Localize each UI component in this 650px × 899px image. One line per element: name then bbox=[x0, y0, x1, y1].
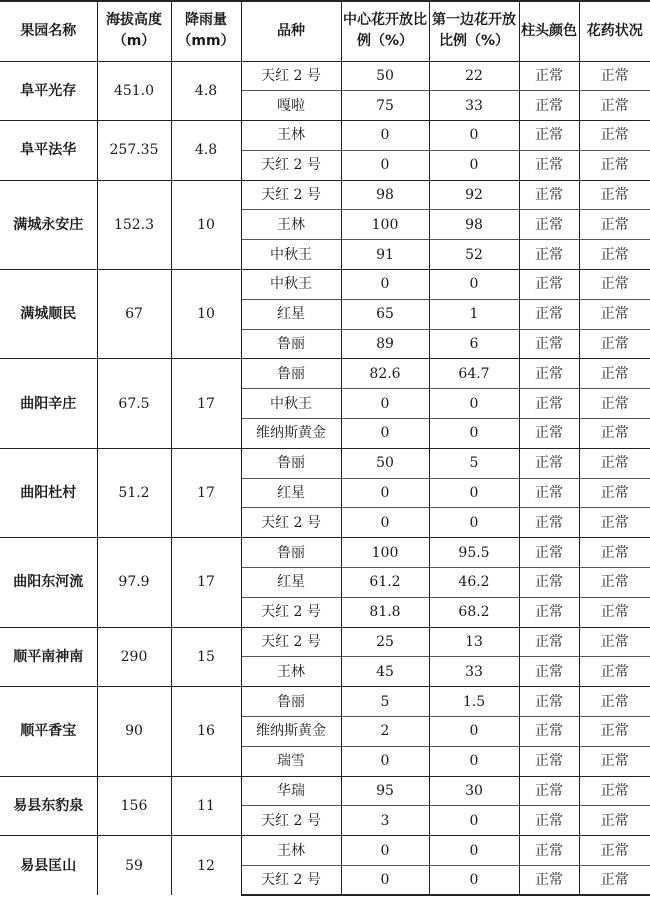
header-stigma: 柱头颜色 bbox=[519, 1, 579, 61]
center-ratio-cell: 2 bbox=[341, 717, 429, 747]
table-row bbox=[0, 836, 650, 866]
orchard-cell: 阜平法华 bbox=[0, 121, 97, 181]
center-ratio-cell: 5 bbox=[341, 687, 429, 717]
variety-cell: 天红 2 号 bbox=[241, 627, 341, 657]
anther-cell: 正常 bbox=[579, 687, 650, 717]
rainfall-cell: 10 bbox=[171, 270, 241, 359]
stigma-cell: 正常 bbox=[519, 180, 579, 210]
center-ratio-cell: 98 bbox=[341, 180, 429, 210]
center-ratio-cell: 82.6 bbox=[341, 359, 429, 389]
edge-ratio-cell: 33 bbox=[429, 657, 519, 687]
variety-cell: 王林 bbox=[241, 836, 341, 866]
anther-cell: 正常 bbox=[579, 419, 650, 449]
stigma-cell: 正常 bbox=[519, 687, 579, 717]
variety-cell: 鲁丽 bbox=[241, 448, 341, 478]
anther-cell: 正常 bbox=[579, 836, 650, 866]
altitude-cell: 67 bbox=[97, 270, 171, 359]
center-ratio-cell: 91 bbox=[341, 240, 429, 270]
orchard-cell: 曲阳辛庄 bbox=[0, 359, 97, 448]
stigma-cell: 正常 bbox=[519, 836, 579, 866]
rainfall-cell: 17 bbox=[171, 448, 241, 537]
altitude-cell: 59 bbox=[97, 836, 171, 896]
variety-cell: 天红 2 号 bbox=[241, 806, 341, 836]
edge-ratio-cell: 0 bbox=[429, 717, 519, 747]
stigma-cell: 正常 bbox=[519, 746, 579, 776]
stigma-cell: 正常 bbox=[519, 240, 579, 270]
stigma-cell: 正常 bbox=[519, 210, 579, 240]
anther-cell: 正常 bbox=[579, 717, 650, 747]
variety-cell: 嘎啦 bbox=[241, 91, 341, 121]
stigma-cell: 正常 bbox=[519, 389, 579, 419]
edge-ratio-cell: 6 bbox=[429, 329, 519, 359]
stigma-cell: 正常 bbox=[519, 329, 579, 359]
center-ratio-cell: 75 bbox=[341, 91, 429, 121]
center-ratio-cell: 0 bbox=[341, 508, 429, 538]
stigma-cell: 正常 bbox=[519, 448, 579, 478]
altitude-cell: 97.9 bbox=[97, 538, 171, 627]
anther-cell: 正常 bbox=[579, 538, 650, 568]
stigma-cell: 正常 bbox=[519, 776, 579, 806]
edge-ratio-cell: 30 bbox=[429, 776, 519, 806]
anther-cell: 正常 bbox=[579, 657, 650, 687]
variety-cell: 红星 bbox=[241, 299, 341, 329]
orchard-cell: 曲阳东河流 bbox=[0, 538, 97, 627]
stigma-cell: 正常 bbox=[519, 359, 579, 389]
stigma-cell: 正常 bbox=[519, 568, 579, 598]
edge-ratio-cell: 98 bbox=[429, 210, 519, 240]
header-orchard: 果园名称 bbox=[0, 1, 97, 61]
rainfall-cell: 4.8 bbox=[171, 121, 241, 181]
edge-ratio-cell: 5 bbox=[429, 448, 519, 478]
stigma-cell: 正常 bbox=[519, 299, 579, 329]
variety-cell: 中秋王 bbox=[241, 270, 341, 300]
edge-ratio-cell: 1.5 bbox=[429, 687, 519, 717]
stigma-cell: 正常 bbox=[519, 150, 579, 180]
anther-cell: 正常 bbox=[579, 150, 650, 180]
variety-cell: 中秋王 bbox=[241, 389, 341, 419]
rainfall-cell: 17 bbox=[171, 538, 241, 627]
center-ratio-cell: 0 bbox=[341, 836, 429, 866]
anther-cell: 正常 bbox=[579, 329, 650, 359]
edge-ratio-cell: 46.2 bbox=[429, 568, 519, 598]
anther-cell: 正常 bbox=[579, 776, 650, 806]
anther-cell: 正常 bbox=[579, 746, 650, 776]
orchard-cell: 易县东豹泉 bbox=[0, 776, 97, 836]
anther-cell: 正常 bbox=[579, 478, 650, 508]
variety-cell: 鲁丽 bbox=[241, 329, 341, 359]
orchard-cell: 易县匡山 bbox=[0, 836, 97, 896]
center-ratio-cell: 95 bbox=[341, 776, 429, 806]
variety-cell: 中秋王 bbox=[241, 240, 341, 270]
variety-cell: 天红 2 号 bbox=[241, 61, 341, 91]
stigma-cell: 正常 bbox=[519, 270, 579, 300]
header-rainfall: 降雨量（mm） bbox=[171, 1, 241, 61]
edge-ratio-cell: 0 bbox=[429, 508, 519, 538]
variety-cell: 维纳斯黄金 bbox=[241, 717, 341, 747]
stigma-cell: 正常 bbox=[519, 478, 579, 508]
orchard-cell: 顺平南神南 bbox=[0, 627, 97, 687]
variety-cell: 天红 2 号 bbox=[241, 508, 341, 538]
variety-cell: 天红 2 号 bbox=[241, 597, 341, 627]
table-row bbox=[0, 359, 650, 389]
altitude-cell: 67.5 bbox=[97, 359, 171, 448]
anther-cell: 正常 bbox=[579, 568, 650, 598]
variety-cell: 维纳斯黄金 bbox=[241, 419, 341, 449]
center-ratio-cell: 61.2 bbox=[341, 568, 429, 598]
anther-cell: 正常 bbox=[579, 359, 650, 389]
orchard-cell: 满城顺民 bbox=[0, 270, 97, 359]
edge-ratio-cell: 33 bbox=[429, 91, 519, 121]
stigma-cell: 正常 bbox=[519, 657, 579, 687]
edge-ratio-cell: 0 bbox=[429, 836, 519, 866]
orchard-cell: 阜平光存 bbox=[0, 61, 97, 121]
anther-cell: 正常 bbox=[579, 299, 650, 329]
anther-cell: 正常 bbox=[579, 240, 650, 270]
edge-ratio-cell: 0 bbox=[429, 389, 519, 419]
altitude-cell: 257.35 bbox=[97, 121, 171, 181]
rainfall-cell: 4.8 bbox=[171, 61, 241, 121]
anther-cell: 正常 bbox=[579, 210, 650, 240]
table-body bbox=[0, 61, 650, 895]
altitude-cell: 152.3 bbox=[97, 180, 171, 269]
center-ratio-cell: 65 bbox=[341, 299, 429, 329]
stigma-cell: 正常 bbox=[519, 538, 579, 568]
edge-ratio-cell: 22 bbox=[429, 61, 519, 91]
header-variety: 品种 bbox=[241, 1, 341, 61]
variety-cell: 鲁丽 bbox=[241, 538, 341, 568]
stigma-cell: 正常 bbox=[519, 806, 579, 836]
orchard-cell: 满城永安庄 bbox=[0, 180, 97, 269]
center-ratio-cell: 100 bbox=[341, 538, 429, 568]
rainfall-cell: 15 bbox=[171, 627, 241, 687]
variety-cell: 红星 bbox=[241, 478, 341, 508]
anther-cell: 正常 bbox=[579, 597, 650, 627]
header-anther: 花药状况 bbox=[579, 1, 650, 61]
edge-ratio-cell: 68.2 bbox=[429, 597, 519, 627]
center-ratio-cell: 0 bbox=[341, 121, 429, 151]
table-row bbox=[0, 538, 650, 568]
header-altitude: 海拔高度（m） bbox=[97, 1, 171, 61]
variety-cell: 鲁丽 bbox=[241, 359, 341, 389]
table-row bbox=[0, 180, 650, 210]
table-row bbox=[0, 687, 650, 717]
edge-ratio-cell: 0 bbox=[429, 121, 519, 151]
edge-ratio-cell: 0 bbox=[429, 419, 519, 449]
edge-ratio-cell: 13 bbox=[429, 627, 519, 657]
edge-ratio-cell: 95.5 bbox=[429, 538, 519, 568]
altitude-cell: 51.2 bbox=[97, 448, 171, 537]
variety-cell: 红星 bbox=[241, 568, 341, 598]
variety-cell: 瑞雪 bbox=[241, 746, 341, 776]
rainfall-cell: 17 bbox=[171, 359, 241, 448]
edge-ratio-cell: 0 bbox=[429, 746, 519, 776]
table-row bbox=[0, 270, 650, 300]
stigma-cell: 正常 bbox=[519, 866, 579, 896]
center-ratio-cell: 0 bbox=[341, 419, 429, 449]
anther-cell: 正常 bbox=[579, 180, 650, 210]
center-ratio-cell: 0 bbox=[341, 746, 429, 776]
anther-cell: 正常 bbox=[579, 806, 650, 836]
header-edge-ratio: 第一边花开放比例（%） bbox=[429, 1, 519, 61]
variety-cell: 鲁丽 bbox=[241, 687, 341, 717]
rainfall-cell: 16 bbox=[171, 687, 241, 776]
anther-cell: 正常 bbox=[579, 61, 650, 91]
stigma-cell: 正常 bbox=[519, 121, 579, 151]
stigma-cell: 正常 bbox=[519, 597, 579, 627]
table-row bbox=[0, 121, 650, 151]
edge-ratio-cell: 0 bbox=[429, 806, 519, 836]
edge-ratio-cell: 64.7 bbox=[429, 359, 519, 389]
anther-cell: 正常 bbox=[579, 627, 650, 657]
edge-ratio-cell: 0 bbox=[429, 270, 519, 300]
center-ratio-cell: 50 bbox=[341, 448, 429, 478]
stigma-cell: 正常 bbox=[519, 61, 579, 91]
center-ratio-cell: 3 bbox=[341, 806, 429, 836]
edge-ratio-cell: 52 bbox=[429, 240, 519, 270]
center-ratio-cell: 100 bbox=[341, 210, 429, 240]
variety-cell: 王林 bbox=[241, 121, 341, 151]
stigma-cell: 正常 bbox=[519, 91, 579, 121]
variety-cell: 王林 bbox=[241, 657, 341, 687]
edge-ratio-cell: 0 bbox=[429, 150, 519, 180]
center-ratio-cell: 0 bbox=[341, 478, 429, 508]
variety-cell: 天红 2 号 bbox=[241, 180, 341, 210]
edge-ratio-cell: 1 bbox=[429, 299, 519, 329]
anther-cell: 正常 bbox=[579, 448, 650, 478]
altitude-cell: 451.0 bbox=[97, 61, 171, 121]
stigma-cell: 正常 bbox=[519, 717, 579, 747]
center-ratio-cell: 0 bbox=[341, 866, 429, 896]
altitude-cell: 90 bbox=[97, 687, 171, 776]
center-ratio-cell: 0 bbox=[341, 270, 429, 300]
anther-cell: 正常 bbox=[579, 270, 650, 300]
variety-cell: 王林 bbox=[241, 210, 341, 240]
edge-ratio-cell: 0 bbox=[429, 866, 519, 896]
center-ratio-cell: 0 bbox=[341, 389, 429, 419]
anther-cell: 正常 bbox=[579, 389, 650, 419]
stigma-cell: 正常 bbox=[519, 508, 579, 538]
altitude-cell: 156 bbox=[97, 776, 171, 836]
header-center-ratio: 中心花开放比例（%） bbox=[341, 1, 429, 61]
edge-ratio-cell: 0 bbox=[429, 478, 519, 508]
table-header bbox=[0, 1, 650, 61]
stigma-cell: 正常 bbox=[519, 627, 579, 657]
altitude-cell: 290 bbox=[97, 627, 171, 687]
rainfall-cell: 10 bbox=[171, 180, 241, 269]
anther-cell: 正常 bbox=[579, 121, 650, 151]
center-ratio-cell: 0 bbox=[341, 150, 429, 180]
table-row bbox=[0, 61, 650, 91]
table-row bbox=[0, 627, 650, 657]
variety-cell: 天红 2 号 bbox=[241, 866, 341, 896]
rainfall-cell: 12 bbox=[171, 836, 241, 896]
variety-cell: 华瑞 bbox=[241, 776, 341, 806]
orchard-cell: 曲阳杜村 bbox=[0, 448, 97, 537]
rainfall-cell: 11 bbox=[171, 776, 241, 836]
table-row bbox=[0, 448, 650, 478]
orchard-cell: 顺平香宝 bbox=[0, 687, 97, 776]
stigma-cell: 正常 bbox=[519, 419, 579, 449]
anther-cell: 正常 bbox=[579, 91, 650, 121]
center-ratio-cell: 25 bbox=[341, 627, 429, 657]
center-ratio-cell: 81.8 bbox=[341, 597, 429, 627]
table-row bbox=[0, 776, 650, 806]
center-ratio-cell: 50 bbox=[341, 61, 429, 91]
center-ratio-cell: 45 bbox=[341, 657, 429, 687]
anther-cell: 正常 bbox=[579, 866, 650, 896]
anther-cell: 正常 bbox=[579, 508, 650, 538]
edge-ratio-cell: 92 bbox=[429, 180, 519, 210]
variety-cell: 天红 2 号 bbox=[241, 150, 341, 180]
center-ratio-cell: 89 bbox=[341, 329, 429, 359]
